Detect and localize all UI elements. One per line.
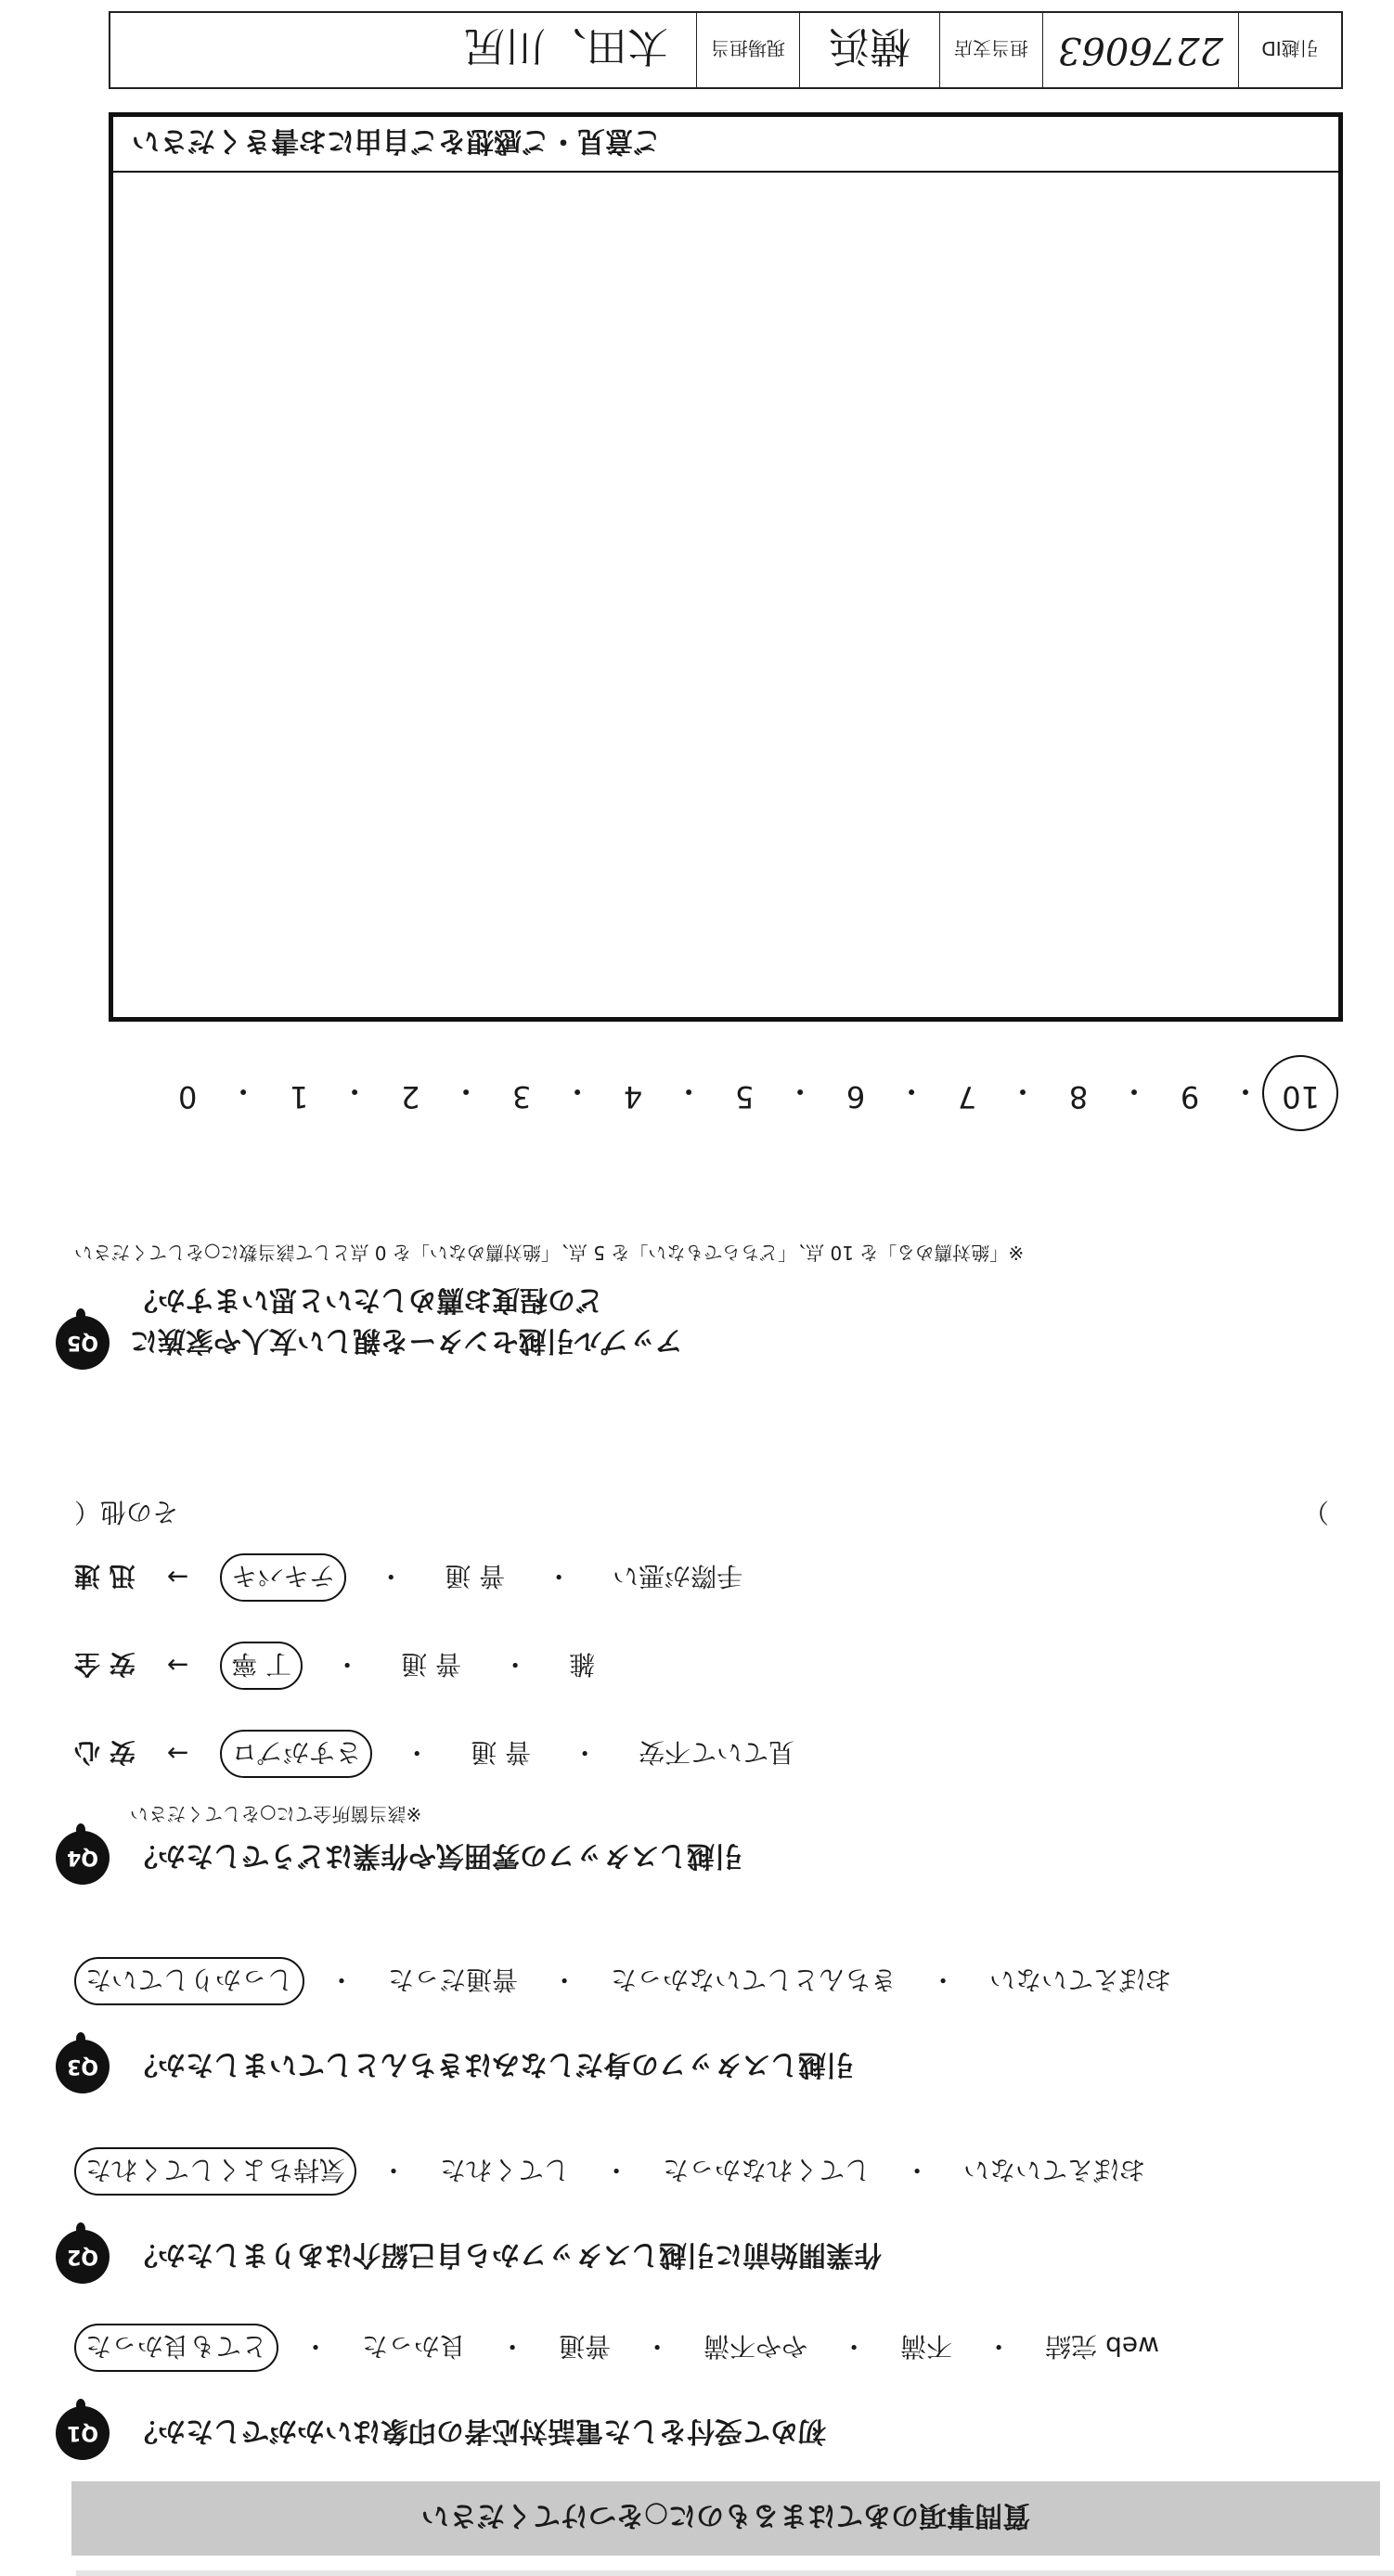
scale-option-2[interactable]: 2 xyxy=(400,1079,420,1114)
q4-badge: Q4 xyxy=(56,1831,110,1885)
scale-option-6[interactable]: 6 xyxy=(845,1079,866,1114)
survey-header-title: 質問事項のあてはまるものに○をつけてください xyxy=(420,2499,1031,2531)
q5-scale xyxy=(169,1072,1320,1114)
q5-note: ※「絶対薦める」を 10 点、「どちらでもない」を 5 点、「絶対薦めない」を 0 点として該当数に○をしてください xyxy=(74,1242,1025,1264)
page-edge xyxy=(76,2570,1394,2576)
q5-badge: Q5 xyxy=(56,1316,110,1370)
q2-option-4[interactable]: おぼえていない xyxy=(963,2155,1146,2185)
q3-badge: Q3 xyxy=(56,2040,110,2093)
q4-row-1-option-1[interactable]: さすがプロ xyxy=(220,1730,372,1778)
q2-badge: Q2 xyxy=(56,2230,110,2284)
scale-separator: ・ xyxy=(451,1074,482,1109)
q4-row-2-option-3[interactable]: 雑 xyxy=(569,1649,596,1680)
scale-separator: ・ xyxy=(674,1074,704,1109)
scale-separator: ・ xyxy=(340,1074,370,1109)
arrow-icon: → xyxy=(166,1738,189,1770)
comment-label: ご意見・ご感想をご自由にお書きください xyxy=(132,124,661,157)
q4-other-row xyxy=(74,1495,1329,1532)
scale-separator: ・ xyxy=(228,1074,259,1109)
q1-option-3[interactable]: 普通 xyxy=(559,2331,612,2362)
q4-other-close: ） xyxy=(1302,1497,1329,1527)
selection-circle xyxy=(1262,1055,1338,1131)
question-2 xyxy=(56,2117,1366,2284)
q4-other-label[interactable]: その他（ xyxy=(74,1497,179,1527)
q4-row-jinsoku: 迅 速 → テキパキ ・ 普 通 ・ 手際が悪い xyxy=(74,1553,752,1602)
question-1 xyxy=(56,2293,1366,2460)
q3-options: しっかりしていた ・ 普通だった ・ きちんとしていなかった ・ おぼえていない xyxy=(74,1957,1181,2005)
q2-options: 気持ちよくしてくれた ・ してくれた ・ してくれなかった ・ おぼえていない xyxy=(74,2147,1155,2196)
q4-row-3-option-2[interactable]: 普 通 xyxy=(445,1561,506,1591)
q1-option-6[interactable]: web 完結 xyxy=(1045,2331,1159,2362)
q2-option-1[interactable]: 気持ちよくしてくれた xyxy=(74,2147,356,2196)
q4-row-anzen: 安 全 → 丁 寧 ・ 普 通 ・ 雑 xyxy=(74,1642,604,1690)
q1-option-2[interactable]: 良かった xyxy=(362,2331,467,2362)
staff-label: 現場担当 xyxy=(696,13,799,87)
question-3 xyxy=(56,1926,1366,2093)
q1-option-4[interactable]: やや不満 xyxy=(703,2331,808,2362)
q4-row-2-option-2[interactable]: 普 通 xyxy=(401,1649,462,1680)
scale-separator: ・ xyxy=(897,1074,927,1109)
q5-text-line1: アップル引越センターを親しい友人や家族に xyxy=(130,1324,683,1357)
scale-separator: ・ xyxy=(1119,1074,1150,1109)
scale-option-5[interactable]: 5 xyxy=(734,1079,755,1114)
scale-option-9[interactable]: 9 xyxy=(1180,1079,1200,1114)
question-5 xyxy=(56,1156,1366,1370)
scale-option-8[interactable]: 8 xyxy=(1068,1079,1089,1114)
id-label: 引越ID xyxy=(1238,13,1341,87)
scale-option-1[interactable]: 1 xyxy=(289,1079,309,1114)
q4-row-anshin: 安 心 → さすがプロ ・ 普 通 ・ 見ていて不安 xyxy=(74,1730,804,1778)
scale-separator: ・ xyxy=(562,1074,593,1109)
survey-header-bar xyxy=(71,2481,1380,2556)
scale-option-3[interactable]: 3 xyxy=(511,1079,532,1114)
arrow-icon: → xyxy=(166,1650,189,1681)
q5-text-line2: どの程度お薦めしたいと思いますか？ xyxy=(130,1283,603,1316)
q4-row-3-label: 迅 速 xyxy=(74,1561,136,1591)
q1-text: 初めて受付をした電話対応者の印象はいかがでしたか？ xyxy=(130,2415,826,2447)
branch-label: 担当支店 xyxy=(939,13,1042,87)
scale-separator: ・ xyxy=(1231,1074,1261,1109)
q1-option-5[interactable]: 不満 xyxy=(900,2331,953,2362)
question-4 xyxy=(56,1497,1366,1885)
info-table xyxy=(109,11,1343,89)
q4-row-3-option-1[interactable]: テキパキ xyxy=(220,1553,346,1602)
q3-option-1[interactable]: しっかりしていた xyxy=(74,1957,304,2005)
scale-option-0[interactable]: 0 xyxy=(177,1079,198,1114)
q1-badge: Q1 xyxy=(56,2406,110,2460)
q1-options: とても良かった ・ 良かった ・ 普通 ・ やや不満 ・ 不満 ・ web 完結 xyxy=(74,2324,1168,2372)
q4-row-1-option-3[interactable]: 見ていて不安 xyxy=(639,1737,795,1768)
q4-row-2-option-1[interactable]: 丁 寧 xyxy=(220,1642,303,1690)
scale-separator: ・ xyxy=(785,1074,816,1109)
staff-value: 太田、川尻 xyxy=(464,22,668,70)
q3-option-3[interactable]: きちんとしていなかった xyxy=(611,1964,897,1995)
scale-option-10[interactable]: 10 xyxy=(1283,1072,1320,1114)
scale-option-7[interactable]: 7 xyxy=(957,1079,977,1114)
q2-option-3[interactable]: してくれなかった xyxy=(663,2155,871,2185)
scale-separator: ・ xyxy=(1008,1074,1039,1109)
arrow-icon: → xyxy=(166,1562,189,1593)
id-value: 2276063 xyxy=(1042,13,1238,87)
q4-text: 引越しスタッフの雰囲気や作業はどうでしたか？ xyxy=(130,1839,742,1872)
branch-value: 横浜 xyxy=(799,13,939,87)
q4-row-1-label: 安 心 xyxy=(74,1737,136,1768)
q3-text: 引越しスタッフの身だしなみはきちんとしていましたか？ xyxy=(130,2048,854,2080)
comment-box[interactable] xyxy=(109,112,1343,1022)
q2-text: 作業開始前に引越しスタッフから自己紹介はありましたか？ xyxy=(130,2238,882,2271)
q3-option-4[interactable]: おぼえていない xyxy=(989,1964,1172,1995)
q4-row-3-option-3[interactable]: 手際が悪い xyxy=(613,1561,743,1591)
q3-option-2[interactable]: 普通だった xyxy=(388,1964,519,1995)
q4-note: ※該当箇所全てに○をしてください xyxy=(130,1803,422,1825)
scale-option-4[interactable]: 4 xyxy=(623,1079,643,1114)
q2-option-2[interactable]: してくれた xyxy=(440,2155,571,2185)
q4-row-2-label: 安 全 xyxy=(74,1649,136,1680)
q1-option-1[interactable]: とても良かった xyxy=(74,2324,278,2372)
q4-row-1-option-2[interactable]: 普 通 xyxy=(471,1737,532,1768)
comment-label-bar xyxy=(113,117,1338,173)
